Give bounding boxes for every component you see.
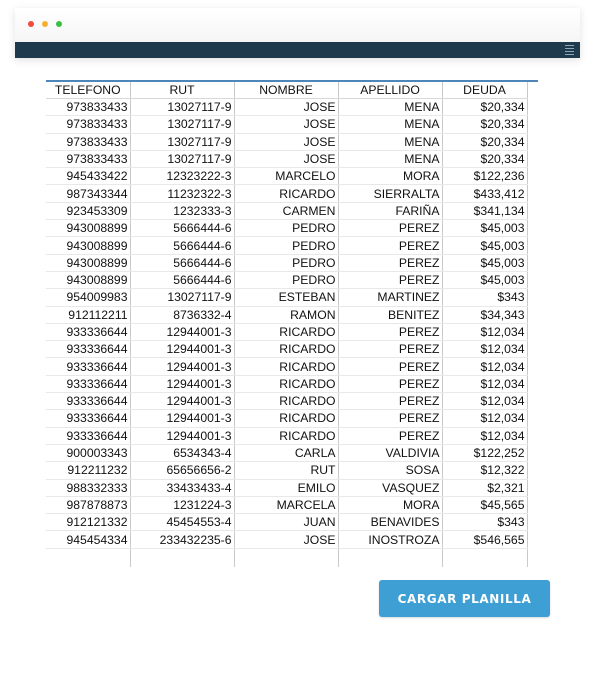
table-row — [46, 271, 527, 288]
cell-rut: 45454553-4 — [130, 514, 234, 531]
cell-apellido: MENA — [338, 150, 442, 167]
cell-rut: 12944001-3 — [130, 341, 234, 358]
cell-telefono: 933336644 — [46, 341, 130, 358]
cell-telefono: 973833433 — [46, 99, 130, 116]
table-row — [46, 531, 527, 548]
header-nombre: NOMBRE — [234, 82, 338, 99]
table-row — [46, 168, 527, 185]
cell-telefono: 973833433 — [46, 150, 130, 167]
cell-telefono: 933336644 — [46, 323, 130, 340]
cell-nombre: MARCELO — [234, 168, 338, 185]
table-row — [46, 375, 527, 392]
cell-rut: 12944001-3 — [130, 375, 234, 392]
cell-rut: 12944001-3 — [130, 393, 234, 410]
cell-deuda: $34,343 — [442, 306, 527, 323]
cell-deuda: $12,034 — [442, 427, 527, 444]
cell-apellido: PEREZ — [338, 271, 442, 288]
cell-deuda: $12,034 — [442, 323, 527, 340]
cell-apellido: MORA — [338, 168, 442, 185]
cell-rut: 33433433-4 — [130, 479, 234, 496]
cell-nombre: PEDRO — [234, 254, 338, 271]
minimize-dot-icon[interactable] — [42, 21, 48, 27]
empty-cell — [130, 548, 234, 567]
cell-rut: 13027117-9 — [130, 289, 234, 306]
cell-deuda: $546,565 — [442, 531, 527, 548]
cell-deuda: $45,003 — [442, 254, 527, 271]
cell-apellido: VALDIVIA — [338, 444, 442, 461]
cell-rut: 12944001-3 — [130, 323, 234, 340]
cell-nombre: CARMEN — [234, 202, 338, 219]
table-row — [46, 514, 527, 531]
close-dot-icon[interactable] — [28, 21, 34, 27]
cell-nombre: RICARDO — [234, 341, 338, 358]
cell-nombre: PEDRO — [234, 271, 338, 288]
cell-deuda: $433,412 — [442, 185, 527, 202]
cell-rut: 5666444-6 — [130, 220, 234, 237]
cell-nombre: PEDRO — [234, 237, 338, 254]
cell-deuda: $45,003 — [442, 237, 527, 254]
table-row — [46, 479, 527, 496]
cell-deuda: $122,236 — [442, 168, 527, 185]
empty-cell — [338, 548, 442, 567]
cell-nombre: RICARDO — [234, 393, 338, 410]
empty-cell — [234, 548, 338, 567]
cell-deuda: $12,034 — [442, 375, 527, 392]
cell-telefono: 945454334 — [46, 531, 130, 548]
cell-deuda: $45,003 — [442, 271, 527, 288]
cell-rut: 12323222-3 — [130, 168, 234, 185]
cell-nombre: RICARDO — [234, 358, 338, 375]
table-row — [46, 254, 527, 271]
cell-nombre: RAMON — [234, 306, 338, 323]
cell-telefono: 933336644 — [46, 375, 130, 392]
cell-telefono: 923453309 — [46, 202, 130, 219]
cell-telefono: 943008899 — [46, 271, 130, 288]
cell-telefono: 973833433 — [46, 116, 130, 133]
cell-deuda: $2,321 — [442, 479, 527, 496]
cell-deuda: $343 — [442, 289, 527, 306]
header-rut: RUT — [130, 82, 234, 99]
cell-apellido: PEREZ — [338, 323, 442, 340]
cell-apellido: PEREZ — [338, 410, 442, 427]
cell-telefono: 943008899 — [46, 254, 130, 271]
cell-apellido: MENA — [338, 133, 442, 150]
cell-telefono: 987343344 — [46, 185, 130, 202]
cell-apellido: PEREZ — [338, 254, 442, 271]
table-row — [46, 185, 527, 202]
cell-apellido: PEREZ — [338, 393, 442, 410]
empty-cell — [46, 548, 130, 567]
cell-telefono: 943008899 — [46, 220, 130, 237]
table-row — [46, 150, 527, 167]
cell-deuda: $45,003 — [442, 220, 527, 237]
header-telefono: TELEFONO — [46, 82, 130, 99]
table-row — [46, 393, 527, 410]
cell-telefono: 943008899 — [46, 237, 130, 254]
cell-nombre: JOSE — [234, 99, 338, 116]
cell-nombre: ESTEBAN — [234, 289, 338, 306]
cell-rut: 12944001-3 — [130, 410, 234, 427]
cell-apellido: SOSA — [338, 462, 442, 479]
cell-nombre: JOSE — [234, 116, 338, 133]
cell-apellido: MORA — [338, 496, 442, 513]
cell-telefono: 988332333 — [46, 479, 130, 496]
cell-rut: 1232333-3 — [130, 202, 234, 219]
cell-nombre: PEDRO — [234, 220, 338, 237]
table-row — [46, 427, 527, 444]
cell-telefono: 987878873 — [46, 496, 130, 513]
cell-deuda: $12,034 — [442, 393, 527, 410]
cell-nombre: RICARDO — [234, 410, 338, 427]
table-row — [46, 289, 527, 306]
cell-rut: 5666444-6 — [130, 237, 234, 254]
cell-nombre: JOSE — [234, 531, 338, 548]
cell-nombre: RICARDO — [234, 185, 338, 202]
cell-rut: 12944001-3 — [130, 427, 234, 444]
cell-deuda: $341,134 — [442, 202, 527, 219]
cell-nombre: CARLA — [234, 444, 338, 461]
cell-apellido: PEREZ — [338, 358, 442, 375]
cell-deuda: $343 — [442, 514, 527, 531]
cell-deuda: $12,322 — [442, 462, 527, 479]
cell-apellido: PEREZ — [338, 341, 442, 358]
debt-spreadsheet-table — [46, 82, 528, 567]
cell-apellido: PEREZ — [338, 375, 442, 392]
cell-apellido: SIERRALTA — [338, 185, 442, 202]
table-row — [46, 220, 527, 237]
cell-telefono: 933336644 — [46, 410, 130, 427]
cell-telefono: 912112211 — [46, 306, 130, 323]
table-row — [46, 358, 527, 375]
cell-nombre: JOSE — [234, 150, 338, 167]
cell-deuda: $45,565 — [442, 496, 527, 513]
table-row — [46, 341, 527, 358]
cell-rut: 12944001-3 — [130, 358, 234, 375]
empty-grid-row — [46, 548, 527, 567]
table-row — [46, 99, 527, 116]
cell-nombre: MARCELA — [234, 496, 338, 513]
cell-rut: 233432235-6 — [130, 531, 234, 548]
cell-nombre: RICARDO — [234, 323, 338, 340]
window-controls — [28, 21, 62, 27]
cell-deuda: $20,334 — [442, 116, 527, 133]
cell-nombre: RUT — [234, 462, 338, 479]
header-deuda: DEUDA — [442, 82, 527, 99]
cell-rut: 5666444-6 — [130, 254, 234, 271]
cell-telefono: 945433422 — [46, 168, 130, 185]
cell-deuda: $20,334 — [442, 133, 527, 150]
cell-apellido: FARIÑA — [338, 202, 442, 219]
cell-rut: 65656656-2 — [130, 462, 234, 479]
cell-telefono: 933336644 — [46, 427, 130, 444]
table-row — [46, 133, 527, 150]
cell-deuda: $20,334 — [442, 150, 527, 167]
top-navbar — [15, 42, 580, 58]
table-header-row — [46, 82, 527, 99]
maximize-dot-icon[interactable] — [56, 21, 62, 27]
cell-nombre: RICARDO — [234, 427, 338, 444]
cell-rut: 13027117-9 — [130, 150, 234, 167]
cell-telefono: 900003343 — [46, 444, 130, 461]
cell-rut: 8736332-4 — [130, 306, 234, 323]
cell-telefono: 933336644 — [46, 393, 130, 410]
cell-rut: 11232322-3 — [130, 185, 234, 202]
upload-spreadsheet-button[interactable]: CARGAR PLANILLA — [379, 580, 550, 617]
cell-rut: 13027117-9 — [130, 116, 234, 133]
cell-deuda: $12,034 — [442, 410, 527, 427]
cell-telefono: 954009983 — [46, 289, 130, 306]
table-row — [46, 410, 527, 427]
cell-apellido: BENITEZ — [338, 306, 442, 323]
cell-apellido: MENA — [338, 116, 442, 133]
table-row — [46, 306, 527, 323]
cell-rut: 13027117-9 — [130, 133, 234, 150]
table-row — [46, 323, 527, 340]
cell-rut: 13027117-9 — [130, 99, 234, 116]
cell-nombre: RICARDO — [234, 375, 338, 392]
table-row — [46, 462, 527, 479]
table-row — [46, 116, 527, 133]
cell-nombre: JOSE — [234, 133, 338, 150]
cell-apellido: PEREZ — [338, 427, 442, 444]
cell-apellido: PEREZ — [338, 237, 442, 254]
table-row — [46, 496, 527, 513]
cell-apellido: INOSTROZA — [338, 531, 442, 548]
cell-rut: 6534343-4 — [130, 444, 234, 461]
cell-deuda: $12,034 — [442, 341, 527, 358]
header-apellido: APELLIDO — [338, 82, 442, 99]
cell-deuda: $122,252 — [442, 444, 527, 461]
cell-rut: 1231224-3 — [130, 496, 234, 513]
cell-apellido: MARTINEZ — [338, 289, 442, 306]
cell-apellido: MENA — [338, 99, 442, 116]
cell-nombre: JUAN — [234, 514, 338, 531]
table-row — [46, 444, 527, 461]
cell-deuda: $12,034 — [442, 358, 527, 375]
table-row — [46, 237, 527, 254]
empty-cell — [442, 548, 527, 567]
cell-telefono: 912121332 — [46, 514, 130, 531]
cell-apellido: BENAVIDES — [338, 514, 442, 531]
cell-rut: 5666444-6 — [130, 271, 234, 288]
table-body — [46, 99, 527, 567]
hamburger-menu-icon[interactable] — [565, 45, 574, 55]
table-row — [46, 202, 527, 219]
cell-telefono: 912211232 — [46, 462, 130, 479]
cell-nombre: EMILO — [234, 479, 338, 496]
cell-deuda: $20,334 — [442, 99, 527, 116]
cell-telefono: 933336644 — [46, 358, 130, 375]
cell-telefono: 973833433 — [46, 133, 130, 150]
cell-apellido: PEREZ — [338, 220, 442, 237]
cell-apellido: VASQUEZ — [338, 479, 442, 496]
